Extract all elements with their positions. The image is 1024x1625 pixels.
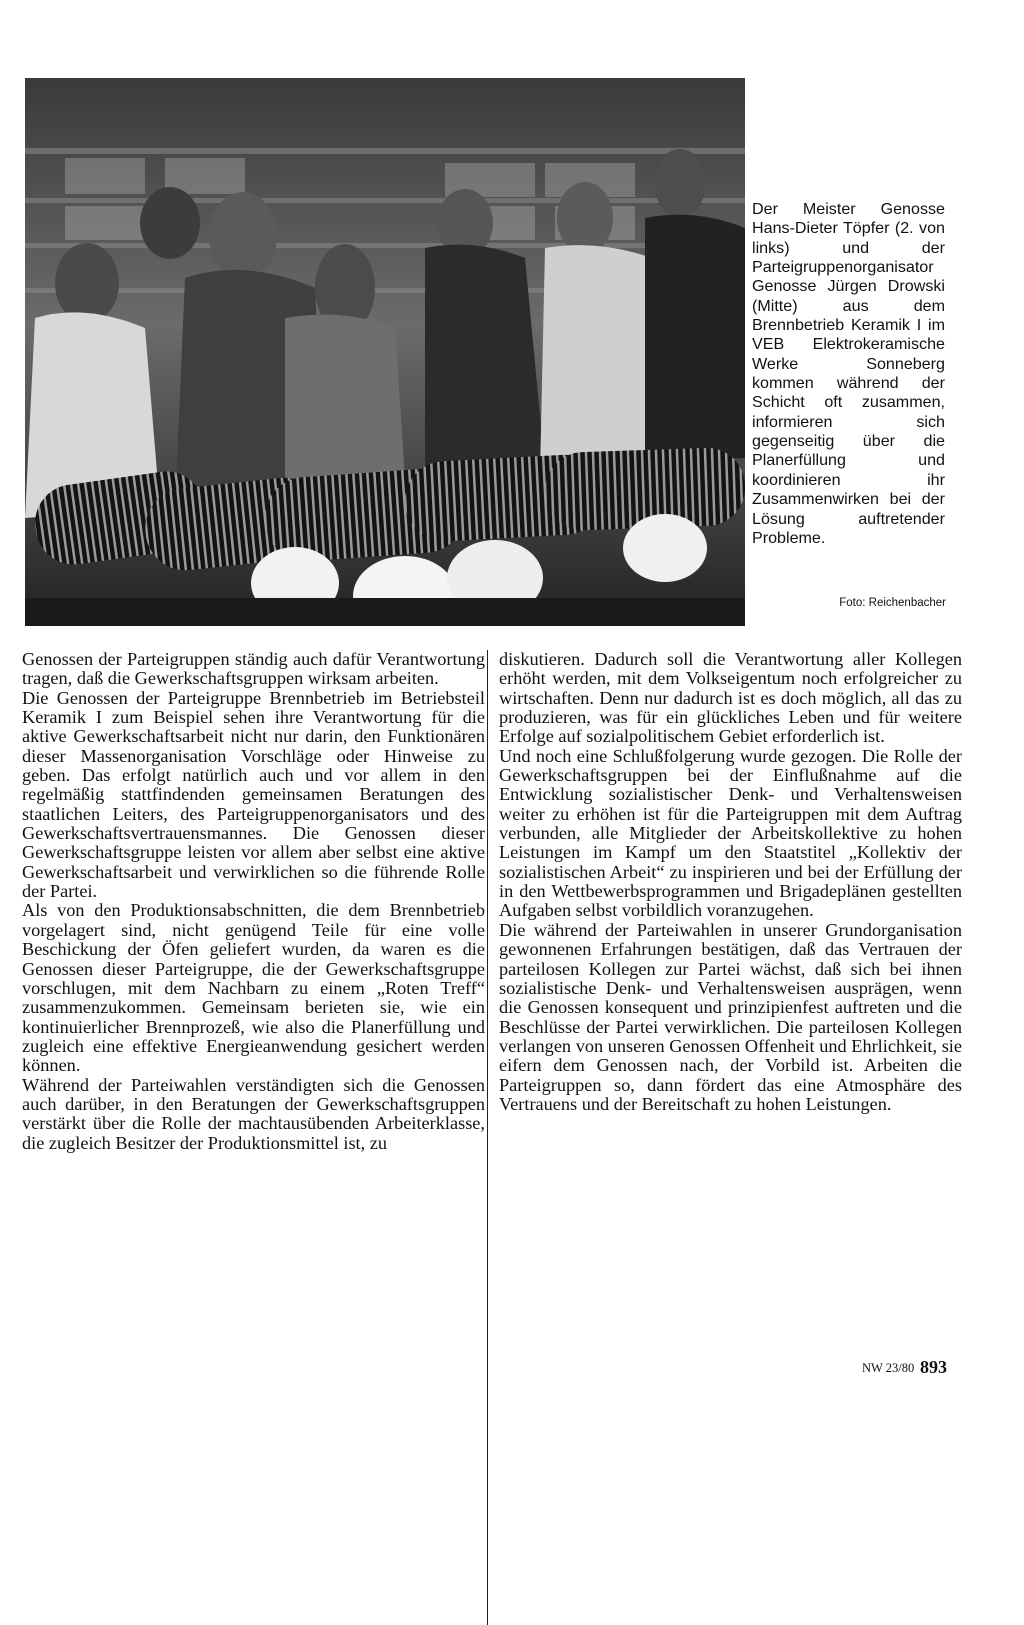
photo-caption: Der Meister Genosse Hans-Dieter Töpfer (2. von links) und der Parteigruppenorganisator Genosse Jürgen Drowski (Mitte) aus dem Brennbetrieb Keramik I im VEB Elektrokeramische Werke Sonneberg kommen während der Schicht oft zusammen, informieren sich gegenseitig über die Planerfüllung und koordinieren ihr Zusammenwirken bei der Lösung auftretender Probleme. bbox=[752, 200, 945, 547]
right-paragraph: Und noch eine Schlußfolgerung wurde gezogen. Die Rolle der Gewerkschaftsgruppen bei der Einflußnahme auf die Entwicklung sozialistischer Denk- und Verhaltensweisen weiter zu erhöhen ist für die Parteigruppen mit dem Auftrag verbunden, alle Mitglieder der Arbeitskollektive zu hohen Leistungen im Kampf um den Staatstitel „Kollektiv der sozialistischen Arbeit“ zu inspirieren und bei der Erfüllung der in den Wettbewerbsprogrammen und Brigadeplänen gestellten Aufgaben selbst vorbildlich voranzugehen. bbox=[499, 745, 962, 921]
article-photo bbox=[25, 78, 745, 626]
left-paragraph: Genossen der Parteigruppen ständig auch dafür Verantwortung tragen, daß die Gewerkschaftsgruppen wirksam arbeiten. bbox=[22, 649, 485, 689]
left-paragraph: Die Genossen der Parteigruppe Brennbetrieb im Betriebsteil Keramik I zum Beispiel sehen ihre Verantwortung für die aktive Gewerkschaftsarbeit nicht nur darin, den Funktionären dieser Massenorganisation Vorschläge oder Hinweise zu geben. Das erfolgt natürlich auch und vor allem in den regelmäßig stattfindenden gemeinsamen Beratungen des staatlichen Leiters, des Parteigruppenorganisators und des Gewerkschaftsvertrauensmannes. Die Genossen dieser Gewerkschaftsgruppe leisten vor allem aber selbst eine aktive Gewerkschaftsarbeit und verwirklichen so die führende Rolle der Partei. bbox=[22, 687, 485, 902]
column-divider bbox=[487, 650, 488, 1625]
right-paragraph: Die während der Parteiwahlen in unserer Grundorganisation gewonnenen Erfahrungen bestätigen, daß das Vertrauen der parteilosen Kollegen zur Partei wächst, daß sich bei ihnen sozialistische Denk- und Verhaltensweisen ausprägen, wenn die Genossen konsequent und prinzipienfest auftreten und die Beschlüsse der Partei verwirklichen. Die parteilosen Kollegen verlangen von unseren Genossen Offenheit und Ehrlichkeit, sie eifern dem Genossen nach, der Vorbild ist. Arbeiten die Parteigruppen so, dann fördert das eine Atmosphäre des Vertrauens und der Bereitschaft zu hohen Leistungen. bbox=[499, 919, 962, 1114]
left-paragraph: Während der Parteiwahlen verständigten sich die Genossen auch darüber, in den Beratungen der Gewerkschaftsgruppen verstärkt über die Rolle der machtausübenden Arbeiterklasse, die zugleich Besitzer der Produktionsmittel ist, zu bbox=[22, 1074, 485, 1153]
left-paragraph: Als von den Produktionsabschnitten, die dem Brennbetrieb vorgelagert sind, nicht genügend Teile für eine volle Beschickung der Öfen geliefert wurden, da waren es die Genossen dieser Parteigruppe, die der Gewerkschaftsgruppe vorschlugen, mit dem Nachbarn zu einem „Roten Treff“ zusammenzukommen. Gemeinsam berieten sie, wie ein kontinuierlicher Brennprozeß, wie also die Planerfüllung und zugleich eine effektive Energieanwendung gesichert werden können. bbox=[22, 900, 485, 1076]
left-column bbox=[22, 650, 485, 1153]
right-column bbox=[499, 650, 962, 1114]
photo-icon bbox=[25, 78, 745, 626]
photo-credit: Foto: Reichenbacher bbox=[839, 597, 946, 609]
right-paragraph: diskutieren. Dadurch soll die Verantwortung aller Kollegen erhöht werden, mit dem Volkseigentum noch erfolgreicher zu wirtschaften. Denn nur dadurch ist es doch möglich, all das zu produzieren, was für ein glückliches Leben und für weitere Erfolge auf sozialpolitischem Gebiet erforderlich ist. bbox=[499, 649, 962, 747]
page-number: 893 bbox=[920, 1357, 947, 1377]
issue-label: NW 23/80 bbox=[862, 1361, 915, 1375]
